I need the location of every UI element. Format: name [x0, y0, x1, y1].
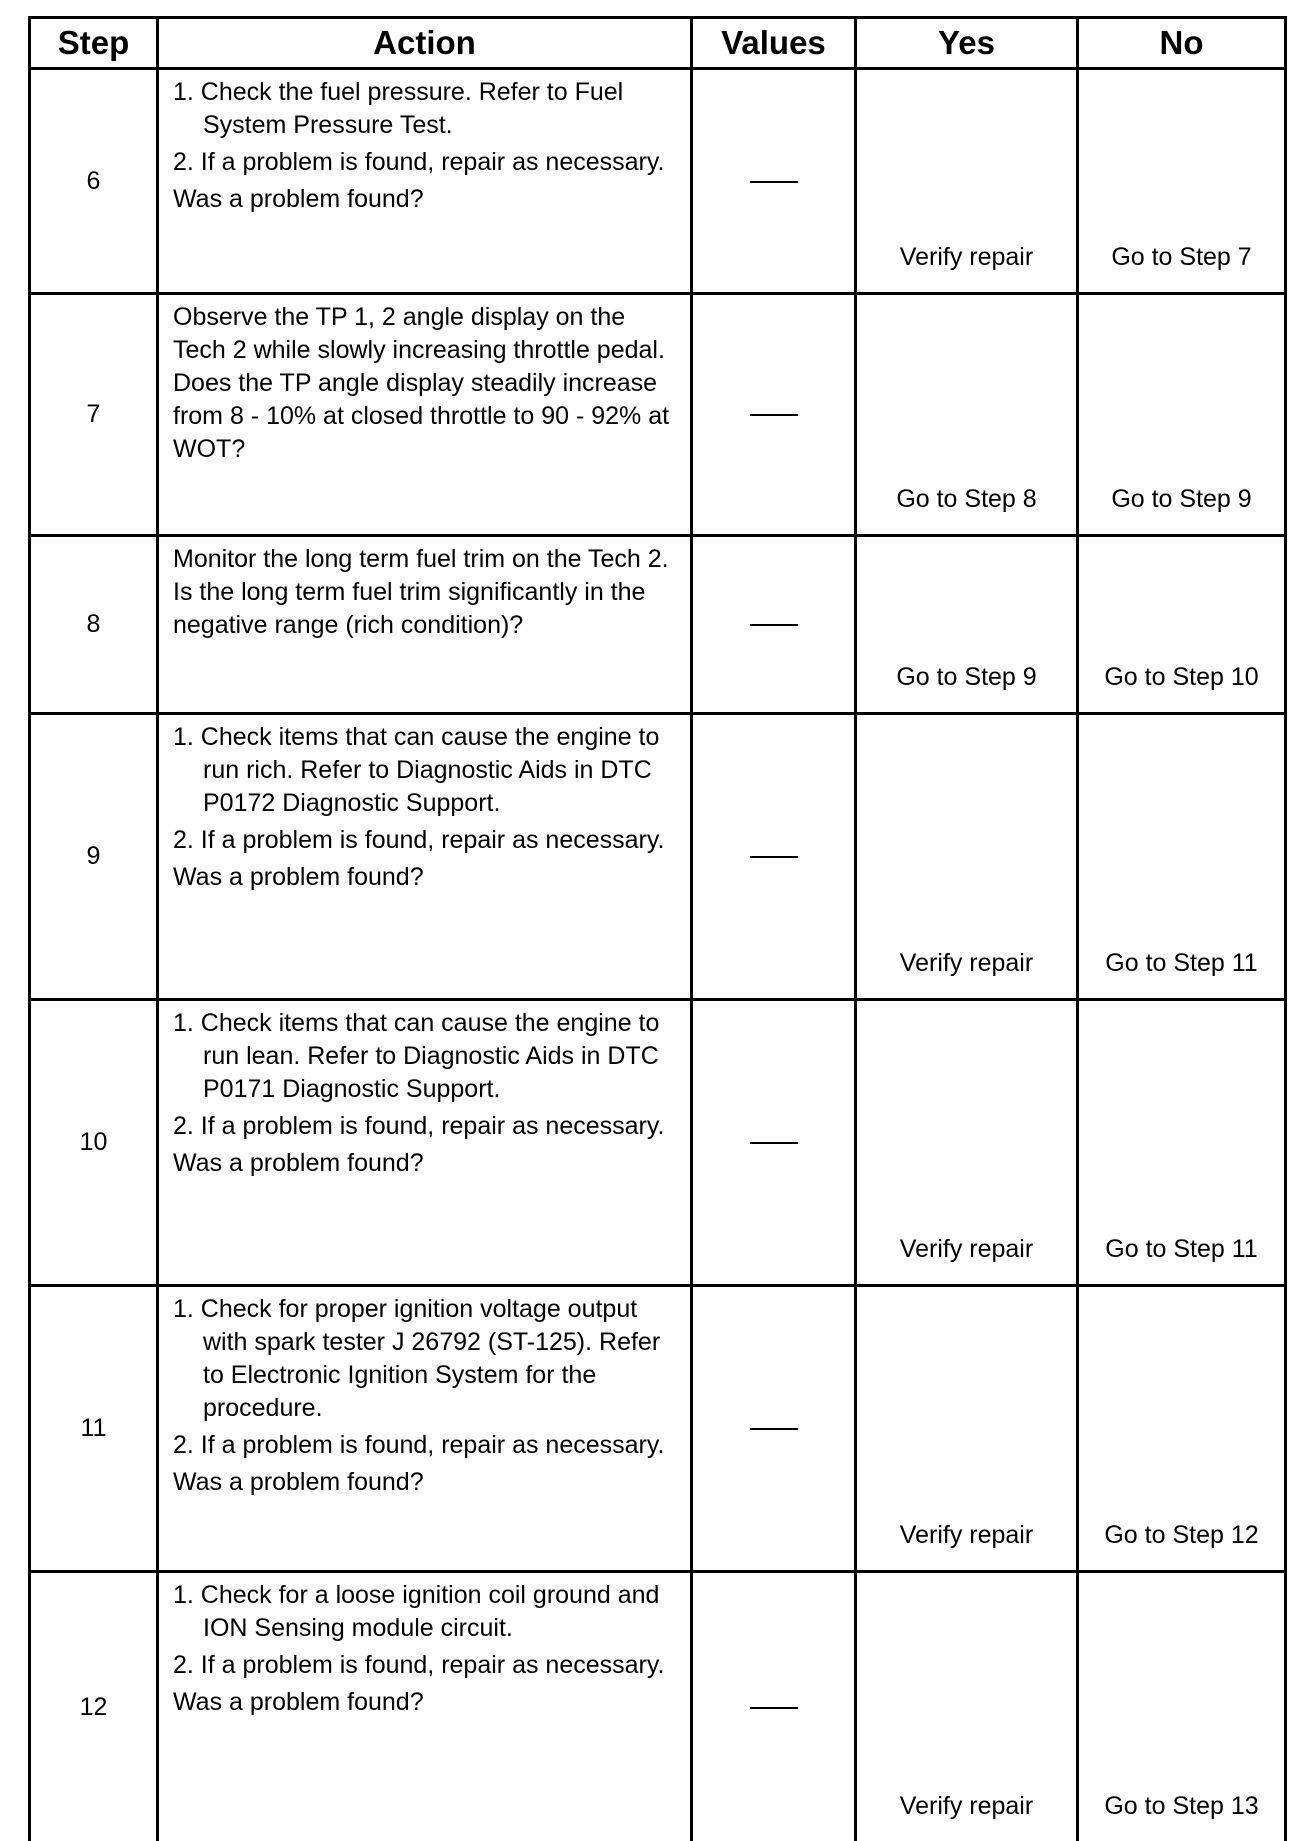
action-question: Is the long term fuel trim significantly in the negative range (rich condition)? [173, 576, 680, 642]
step-number: 12 [30, 1572, 158, 1841]
action-item: 2. If a problem is found, repair as necessary. [173, 1649, 680, 1682]
action-question: Was a problem found? [173, 1466, 680, 1499]
yes-outcome: Verify repair [856, 714, 1078, 1000]
yes-outcome: Verify repair [856, 69, 1078, 294]
step-number: 8 [30, 536, 158, 714]
no-outcome: Go to Step 11 [1078, 714, 1286, 1000]
values-cell [692, 1000, 856, 1286]
header-step: Step [30, 18, 158, 69]
header-yes: Yes [856, 18, 1078, 69]
values-cell [692, 69, 856, 294]
step-number: 7 [30, 294, 158, 536]
action-item: 2. If a problem is found, repair as necessary. [173, 1110, 680, 1143]
action-cell [158, 1286, 692, 1572]
no-outcome: Go to Step 7 [1078, 69, 1286, 294]
diagnostic-table-frame [28, 16, 1284, 1736]
action-item: 1. Check for proper ignition voltage output with spark tester J 26792 (ST-125). Refer to Electronic Ignition System for the procedure. [173, 1293, 680, 1425]
action-text: Monitor the long term fuel trim on the Tech 2. [173, 543, 680, 576]
step-number: 6 [30, 69, 158, 294]
action-cell [158, 1000, 692, 1286]
empty-value-dash [750, 1707, 798, 1709]
empty-value-dash [750, 181, 798, 183]
action-item: 2. If a problem is found, repair as necessary. [173, 1429, 680, 1462]
table-row [30, 69, 1286, 294]
action-cell [158, 714, 692, 1000]
empty-value-dash [750, 856, 798, 858]
no-outcome: Go to Step 12 [1078, 1286, 1286, 1572]
table-row [30, 714, 1286, 1000]
yes-outcome: Go to Step 8 [856, 294, 1078, 536]
values-cell [692, 536, 856, 714]
action-question: Was a problem found? [173, 183, 680, 216]
action-item: 1. Check for a loose ignition coil ground and ION Sensing module circuit. [173, 1579, 680, 1645]
action-cell [158, 536, 692, 714]
action-cell [158, 294, 692, 536]
step-number: 9 [30, 714, 158, 1000]
values-cell [692, 1286, 856, 1572]
yes-outcome: Verify repair [856, 1286, 1078, 1572]
action-question: Was a problem found? [173, 1147, 680, 1180]
empty-value-dash [750, 1428, 798, 1430]
no-outcome: Go to Step 13 [1078, 1572, 1286, 1841]
no-outcome: Go to Step 10 [1078, 536, 1286, 714]
action-question: Was a problem found? [173, 861, 680, 894]
action-item: 2. If a problem is found, repair as necessary. [173, 146, 680, 179]
table-row [30, 1000, 1286, 1286]
values-cell [692, 1572, 856, 1841]
action-question: Was a problem found? [173, 1686, 680, 1719]
no-outcome: Go to Step 11 [1078, 1000, 1286, 1286]
action-item: 1. Check the fuel pressure. Refer to Fuel System Pressure Test. [173, 76, 680, 142]
empty-value-dash [750, 1142, 798, 1144]
empty-value-dash [750, 414, 798, 416]
table-row [30, 536, 1286, 714]
values-cell [692, 294, 856, 536]
empty-value-dash [750, 624, 798, 626]
yes-outcome: Verify repair [856, 1572, 1078, 1841]
values-cell [692, 714, 856, 1000]
diagnostic-table [28, 16, 1287, 1841]
table-row [30, 1286, 1286, 1572]
action-item: 2. If a problem is found, repair as necessary. [173, 824, 680, 857]
table-row [30, 294, 1286, 536]
header-values: Values [692, 18, 856, 69]
action-text: Observe the TP 1, 2 angle display on the Tech 2 while slowly increasing throttle pedal. [173, 301, 680, 367]
step-number: 11 [30, 1286, 158, 1572]
no-outcome: Go to Step 9 [1078, 294, 1286, 536]
action-item: 1. Check items that can cause the engine to run rich. Refer to Diagnostic Aids in DTC P0172 Diagnostic Support. [173, 721, 680, 820]
yes-outcome: Verify repair [856, 1000, 1078, 1286]
action-cell [158, 1572, 692, 1841]
action-cell [158, 69, 692, 294]
table-row [30, 1572, 1286, 1841]
yes-outcome: Go to Step 9 [856, 536, 1078, 714]
table-header-row [30, 18, 1286, 69]
header-action: Action [158, 18, 692, 69]
header-no: No [1078, 18, 1286, 69]
action-question: Does the TP angle display steadily increase from 8 - 10% at closed throttle to 90 - 92% at WOT? [173, 367, 680, 466]
step-number: 10 [30, 1000, 158, 1286]
action-item: 1. Check items that can cause the engine to run lean. Refer to Diagnostic Aids in DTC P0171 Diagnostic Support. [173, 1007, 680, 1106]
